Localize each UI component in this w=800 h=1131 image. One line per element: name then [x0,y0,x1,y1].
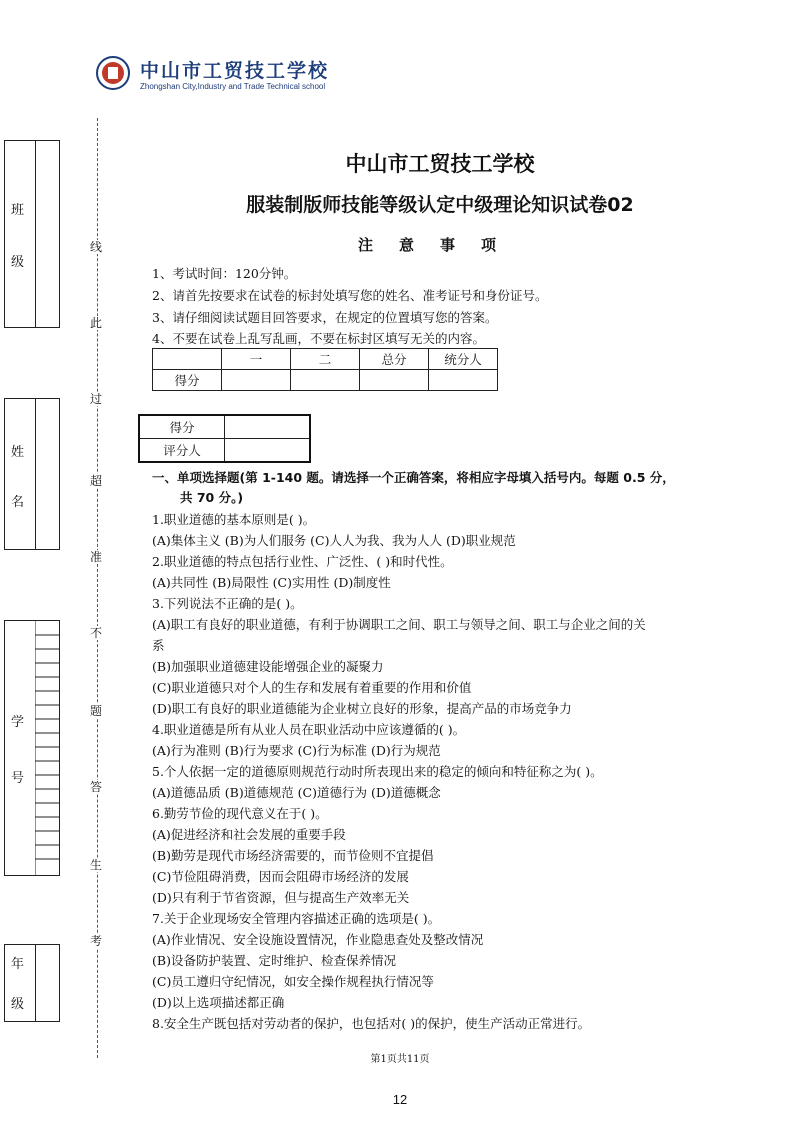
question-option: (C)职业道德只对个人的生存和发展有着重要的作用和价值 [152,680,472,695]
score-header-part2: 二 [291,349,360,370]
seal-char: 超 [90,474,103,488]
question-options: (A)道德品质 (B)道德规范 (C)道德行为 (D)道德概念 [152,785,441,800]
question-option: (A)作业情况、安全设施设置情况，作业隐患查处及整改情况 [152,932,484,947]
question-option: (A)促进经济和社会发展的重要手段 [152,827,346,842]
name-input-column [35,399,36,549]
page-number: 12 [392,1092,408,1107]
question-text: 7.关于企业现场安全管理内容描述正确的选项是( )。 [152,911,441,926]
id-label-1: 学 [11,715,25,730]
class-label-1: 班 [11,203,25,218]
name-label-1: 姓 [11,445,25,460]
class-input-column [35,141,36,327]
question-option: (C)节俭阻碍消费，因而会阻碍市场经济的发展 [152,869,409,884]
question-option: (C)员工遵归守纪情况，如安全操作规程执行情况等 [152,974,434,989]
score-row-label: 得分 [153,370,222,391]
notice-item: 4、不要在试卷上乱写乱画，不要在标封区填写无关的内容。 [152,331,485,346]
score-cell[interactable] [360,370,429,391]
class-label-2: 级 [11,255,25,270]
logo-chinese-name: 中山市工贸技工学校 [140,60,330,82]
question-option: (B)加强职业道德建设能增强企业的凝聚力 [152,659,384,674]
seal-char: 此 [90,316,103,330]
question-option: (D)职工有良好的职业道德能为企业树立良好的形象，提高产品的市场竞争力 [152,701,572,716]
score-table [152,348,498,391]
school-emblem-icon [96,56,130,90]
question-text: 5.个人依据一定的道德原则规范行动时所表现出来的稳定的倾向和特征称之为( )。 [152,764,603,779]
question-text: 4.职业道德是所有从业人员在职业活动中应该遵循的( )。 [152,722,466,737]
grader-table [138,414,311,463]
score-header-tallier: 统分人 [429,349,498,370]
score-cell[interactable] [291,370,360,391]
section-title-line1: 一、单项选择题(第 1-140 题。请选择一个正确答案，将相应字母填入括号内。每题 0.5 分， [152,470,675,485]
question-option: (B)勤劳是现代市场经济需要的，而节俭则不宜提倡 [152,848,434,863]
question-option: (A)职工有良好的职业道德，有利于协调职工之间、职工与领导之间、职工与企业之间的关 [152,617,646,632]
question-text: 1.职业道德的基本原则是( )。 [152,512,316,527]
question-options: (A)行为准则 (B)行为要求 (C)行为标准 (D)行为规范 [152,743,441,758]
school-title: 中山市工贸技工学校 [345,152,535,176]
seal-char: 过 [90,392,103,406]
grader-score-label: 得分 [139,415,225,439]
logo-english-name: Zhongshan City,Industry and Trade Technical school [140,82,326,91]
grader-name-label: 评分人 [139,439,225,463]
seal-char: 答 [90,780,103,794]
name-field-box[interactable] [4,398,60,550]
score-header-total: 总分 [360,349,429,370]
question-text: 8.安全生产既包括对劳动者的保护，也包括对( )的保护，使生产活动正常进行。 [152,1016,591,1031]
id-digit-grid [35,621,59,875]
seal-char: 不 [90,626,103,640]
notice-item: 3、请仔细阅读试题目回答要求，在规定的位置填写您的答案。 [152,310,498,325]
grader-score-cell[interactable] [225,415,311,439]
notice-item: 2、请首先按要求在试卷的标封处填写您的姓名、准考证号和身份证号。 [152,288,548,303]
score-header-blank [153,349,222,370]
score-header-part1: 一 [222,349,291,370]
question-options: (A)集体主义 (B)为人们服务 (C)人人为我、我为人人 (D)职业规范 [152,533,516,548]
notice-item: 1、考试时间：120分钟。 [152,266,297,281]
seal-dashed-line [97,118,98,1058]
class-field-box[interactable] [4,140,60,328]
question-option-cont: 系 [152,638,165,653]
name-label-2: 名 [11,495,25,510]
question-text: 2.职业道德的特点包括行业性、广泛性、( )和时代性。 [152,554,453,569]
question-options: (A)共同性 (B)局限性 (C)实用性 (D)制度性 [152,575,391,590]
school-logo [96,56,346,96]
seal-char: 生 [90,858,103,872]
grade-input-column [35,945,36,1021]
student-id-field-box[interactable] [4,620,60,876]
grader-name-cell[interactable] [225,439,311,463]
question-text: 3.下列说法不正确的是( )。 [152,596,303,611]
page-of-total: 第1页共11页 [370,1054,430,1065]
seal-char: 题 [90,704,103,718]
grade-label-2: 级 [11,997,25,1012]
question-option: (D)以上选项描述都正确 [152,995,285,1010]
score-cell[interactable] [222,370,291,391]
question-text: 6.勤劳节俭的现代意义在于( )。 [152,806,328,821]
exam-title: 服装制版师技能等级认定中级理论知识试卷02 [246,194,634,216]
seal-char: 考 [90,934,103,948]
section-title-line2: 共 70 分。) [180,490,244,505]
grade-field-box[interactable] [4,944,60,1022]
score-cell[interactable] [429,370,498,391]
grade-label-1: 年 [11,957,25,972]
seal-char: 准 [90,550,103,564]
question-option: (D)只有利于节省资源，但与提高生产效率无关 [152,890,410,905]
seal-char: 线 [90,240,103,254]
question-option: (B)设备防护装置、定时维护、检查保养情况 [152,953,396,968]
notice-title: 注意事项 [357,236,522,254]
id-label-2: 号 [11,771,25,786]
